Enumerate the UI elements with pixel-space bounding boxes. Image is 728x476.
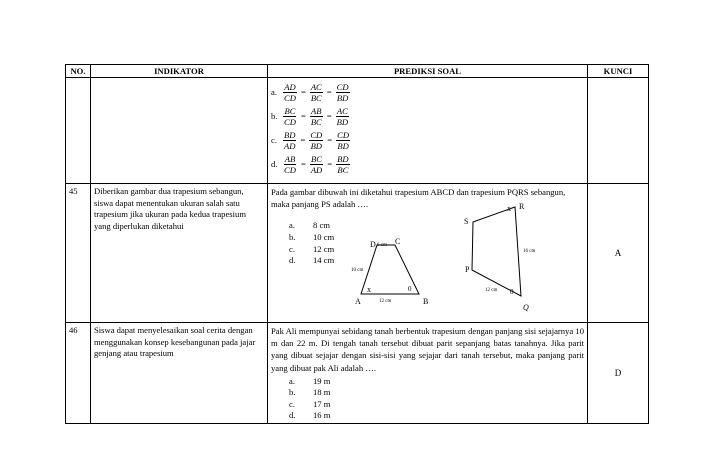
trapezoid-figure — [271, 202, 591, 320]
label-q: Q — [523, 303, 529, 312]
fraction: $\frac{CD}{BD}$ — [336, 81, 349, 103]
question-table — [65, 64, 649, 424]
fraction: $\frac{AC}{BD}$ — [336, 105, 349, 127]
label-pq: 12 cm — [485, 288, 498, 293]
label-a: A — [355, 297, 361, 306]
label-o-pqrs: 0 — [510, 288, 514, 296]
fraction: $\frac{BD}{AD}$ — [284, 129, 296, 151]
trapezoid-pqrs — [472, 207, 521, 296]
question-cell — [268, 184, 588, 323]
fraction-option-0: a. $\frac{AD}{CD}$ = $\frac{AC}{BC}$ = $\frac{CD}{BD}$ — [271, 81, 349, 103]
fraction: $\frac{AD}{CD}$ — [284, 81, 296, 103]
header-row — [66, 65, 649, 78]
label-p: P — [465, 265, 470, 274]
header-no: NO. — [66, 65, 91, 78]
label-qr: 16 cm — [523, 249, 536, 254]
choice-b: b. 18 m — [289, 387, 331, 398]
question-text: Pada gambar dibuwah ini diketahui trapesium ABCD dan trapesium PQRS sebangun, maka panjang PS adalah …. — [271, 187, 566, 209]
table-row-continuation — [66, 78, 649, 184]
choice-c: c. 17 m — [289, 398, 331, 409]
fraction: $\frac{AC}{BC}$ — [310, 81, 322, 103]
fraction: $\frac{CD}{BD}$ — [310, 129, 323, 151]
label-x-abcd: x — [367, 285, 371, 294]
choice-d: d. 16 m — [289, 410, 331, 421]
indikator-text: Diberikan gambar dua trapesium sebangun, siswa dapat menentukan ukuran salah satu trapesium jika ukuran pada kedua trapesium yang diperlukan diketahui — [91, 184, 268, 323]
row-number: 45 — [66, 184, 91, 323]
label-d: D — [370, 240, 376, 249]
fraction-option-2: c. $\frac{BD}{AD}$ = $\frac{CD}{BD}$ = $\frac{CD}{BD}$ — [271, 129, 350, 151]
fraction: $\frac{CD}{BD}$ — [337, 129, 350, 151]
row-number: 46 — [66, 323, 91, 424]
fraction: $\frac{BD}{BC}$ — [337, 153, 349, 175]
kunci-cell — [588, 78, 649, 184]
choice-b: b. 10 cm — [289, 231, 335, 242]
fraction: $\frac{AB}{BC}$ — [310, 105, 322, 127]
fraction-options — [268, 78, 588, 184]
header-prediksi: PREDIKSI SOAL — [268, 65, 588, 78]
choice-list — [289, 376, 584, 422]
choice-c: c. 12 cm — [289, 243, 335, 254]
label-r: R — [519, 202, 525, 211]
fraction: $\frac{AB}{CD}$ — [284, 153, 296, 175]
no-cell — [66, 78, 91, 184]
label-ad: 10 cm — [351, 268, 364, 273]
fraction: $\frac{BC}{CD}$ — [284, 105, 296, 127]
kunci-answer: D — [588, 323, 649, 424]
label-b: B — [423, 297, 429, 306]
indikator-cell — [91, 78, 268, 184]
label-ab: 12 cm — [379, 299, 392, 304]
choice-a: a. 8 cm — [289, 220, 330, 230]
table-row-45 — [66, 184, 649, 323]
fraction-option-3: d. $\frac{AB}{CD}$ = $\frac{BC}{AD}$ = $\frac{BD}{BC}$ — [271, 153, 349, 175]
question-text: Pak Ali mempunyai sebidang tanah berbentuk trapesium dengan panjang sisi sejajarnya 10 m dan 22 m. Di tengah tanah tersebut dibuat parit sepanjang batas tanahnya. Jika parit yang dibuat sejajar dengan sisi-sisi yang sejajar dari tanah tersebut, maka panjang parit yang dibuat pak Ali adalah …. — [271, 326, 584, 373]
table-row-46 — [66, 323, 649, 424]
label-dc: 6 cm — [377, 243, 387, 248]
header-indikator: INDIKATOR — [91, 65, 268, 78]
fraction: $\frac{BC}{AD}$ — [310, 153, 323, 175]
question-cell — [268, 323, 588, 424]
kunci-answer: A — [588, 184, 649, 323]
label-c: C — [395, 237, 401, 246]
choice-a: a. 19 m — [289, 375, 331, 386]
choice-d: d. 14 cm — [289, 255, 335, 266]
label-x-pqrs: x — [507, 204, 511, 213]
label-s: S — [464, 217, 469, 226]
indikator-text: Siswa dapat menyelesaikan soal cerita dengan menggunakan konsep kesebangunan pada jajar genjang atau trapesium — [91, 323, 268, 424]
fraction-option-1: b. $\frac{BC}{CD}$ = $\frac{AB}{BC}$ = $\frac{AC}{BD}$ — [271, 105, 349, 127]
header-kunci: KUNCI — [588, 65, 649, 78]
label-o-abcd: 0 — [408, 285, 412, 293]
